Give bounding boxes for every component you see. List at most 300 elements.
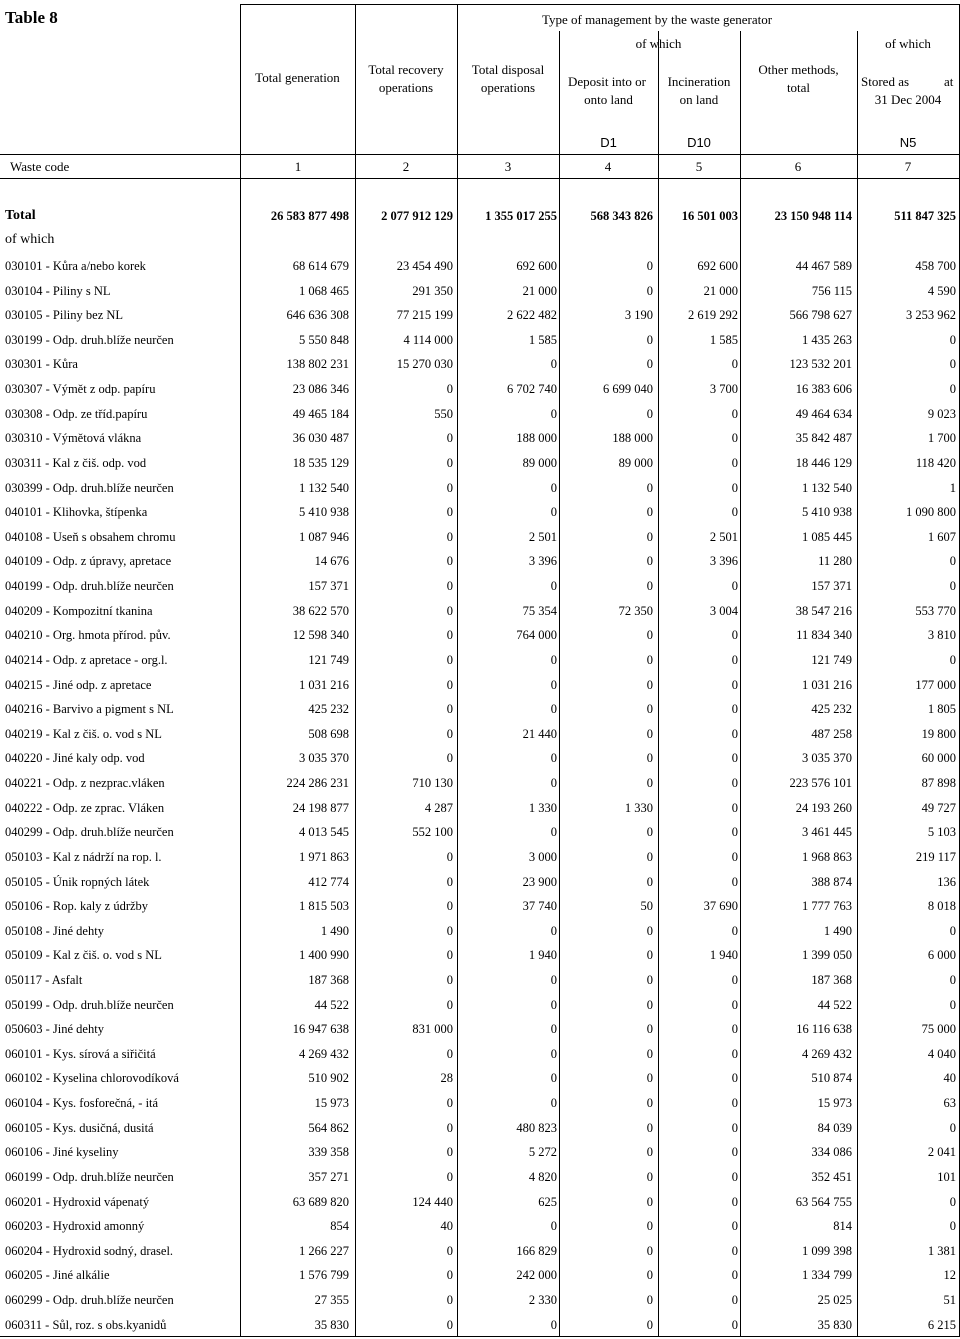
grid-line-top <box>240 4 960 5</box>
value-cell-col-1: 49 465 184 <box>292 407 349 421</box>
table-row <box>0 994 960 1018</box>
value-cell-col-6: 814 <box>833 1219 852 1233</box>
table-row <box>0 944 960 968</box>
value-cell-col-2: 0 <box>446 1047 453 1061</box>
value-cell-col-7: 3 810 <box>927 628 956 642</box>
table-row <box>0 1264 960 1288</box>
value-cell-col-3: 0 <box>550 678 557 692</box>
value-cell-col-4: 0 <box>646 998 653 1012</box>
waste-code-cell: 030105 - Piliny bez NL <box>5 308 124 322</box>
value-cell-col-6: 123 532 201 <box>789 357 852 371</box>
waste-code-cell: 030308 - Odp. ze tříd.papíru <box>5 407 148 421</box>
value-cell-col-5: 21 000 <box>703 284 738 298</box>
table-row <box>0 772 960 796</box>
value-cell-col-5: 0 <box>731 1047 738 1061</box>
value-cell-col-6: 11 834 340 <box>796 628 852 642</box>
value-cell-col-1: 357 271 <box>308 1170 349 1184</box>
value-cell-col-3: 6 702 740 <box>507 382 557 396</box>
value-cell-col-1: 1 132 540 <box>299 481 349 495</box>
table-row <box>0 452 960 476</box>
value-cell-col-6: 63 564 755 <box>795 1195 852 1209</box>
value-cell-col-6: 1 132 540 <box>802 481 852 495</box>
value-cell-col-6: 1 085 445 <box>802 530 852 544</box>
value-cell-col-2: 0 <box>446 875 453 889</box>
value-cell-col-2: 0 <box>446 1293 453 1307</box>
value-cell-col-2: 2 077 912 129 <box>381 209 453 223</box>
value-cell-col-2: 710 130 <box>412 776 453 790</box>
value-cell-col-5: 0 <box>731 1145 738 1159</box>
header-incineration-line2: on land <box>679 92 719 107</box>
header-total-disposal-line2: operations <box>480 80 536 95</box>
value-cell-col-4: 0 <box>646 481 653 495</box>
value-cell-col-3: 692 600 <box>516 259 557 273</box>
value-cell-col-7: 6 000 <box>927 948 956 962</box>
value-cell-col-4: 0 <box>646 948 653 962</box>
value-cell-col-4: 0 <box>646 727 653 741</box>
value-cell-col-6: 35 842 487 <box>795 431 852 445</box>
value-cell-col-1: 5 550 848 <box>299 333 349 347</box>
value-cell-col-1: 508 698 <box>308 727 349 741</box>
value-cell-col-2: 0 <box>446 431 453 445</box>
value-cell-col-6: 1 777 763 <box>802 899 852 913</box>
value-cell-col-2: 0 <box>446 1170 453 1184</box>
value-cell-col-2: 552 100 <box>412 825 453 839</box>
table-row <box>0 1067 960 1091</box>
header-code-d1: D1 <box>600 135 617 150</box>
value-cell-col-1: 24 198 877 <box>292 801 349 815</box>
value-cell-col-1: 4 269 432 <box>299 1047 349 1061</box>
value-cell-col-1: 26 583 877 498 <box>270 209 349 223</box>
header-deposit-line2: onto land <box>584 92 633 107</box>
value-cell-col-4: 0 <box>646 284 653 298</box>
value-cell-col-4: 0 <box>646 1318 653 1332</box>
value-cell-col-5: 2 501 <box>709 530 738 544</box>
value-cell-col-7: 3 253 962 <box>906 308 956 322</box>
waste-code-cell: 050106 - Rop. kaly z údržby <box>5 899 149 913</box>
table-row <box>0 1215 960 1239</box>
value-cell-col-3: 0 <box>550 1047 557 1061</box>
value-cell-col-7: 553 770 <box>915 604 956 618</box>
value-cell-col-7: 1 090 800 <box>906 505 956 519</box>
column-number: 4 <box>604 159 612 174</box>
value-cell-col-5: 0 <box>731 924 738 938</box>
value-cell-col-4: 0 <box>646 875 653 889</box>
table-row <box>0 353 960 377</box>
value-cell-col-7: 118 420 <box>915 456 956 470</box>
waste-code-cell: 040219 - Kal z čiš. o. vod s NL <box>5 727 162 741</box>
column-number: 2 <box>402 159 410 174</box>
value-cell-col-2: 0 <box>446 1318 453 1332</box>
value-cell-col-3: 166 829 <box>516 1244 557 1258</box>
value-cell-col-7: 0 <box>949 382 956 396</box>
value-cell-col-7: 0 <box>949 1219 956 1233</box>
value-cell-col-4: 0 <box>646 259 653 273</box>
value-cell-col-1: 646 636 308 <box>286 308 349 322</box>
waste-code-cell: 050108 - Jiné dehty <box>5 924 104 938</box>
table-row <box>0 895 960 919</box>
header-type-of-management: Type of management by the waste generator <box>541 12 773 27</box>
value-cell-col-2: 0 <box>446 899 453 913</box>
value-cell-col-6: 15 973 <box>817 1096 852 1110</box>
table-row <box>0 255 960 279</box>
waste-code-cell: 060204 - Hydroxid sodný, drasel. <box>5 1244 174 1258</box>
table-row <box>0 969 960 993</box>
value-cell-col-1: 38 622 570 <box>292 604 349 618</box>
waste-code-cell: 040220 - Jiné kaly odp. vod <box>5 751 145 765</box>
header-total-recovery-line1: Total recovery <box>368 62 444 77</box>
value-cell-col-4: 0 <box>646 1047 653 1061</box>
value-cell-col-7: 6 215 <box>927 1318 956 1332</box>
waste-code-cell: 040210 - Org. hmota přírod. pův. <box>5 628 171 642</box>
value-cell-col-4: 1 330 <box>624 801 653 815</box>
value-cell-col-2: 0 <box>446 653 453 667</box>
value-cell-col-4: 72 350 <box>618 604 653 618</box>
value-cell-col-2: 15 270 030 <box>396 357 453 371</box>
value-cell-col-7: 75 000 <box>921 1022 956 1036</box>
value-cell-col-6: 1 968 863 <box>802 850 852 864</box>
value-cell-col-7: 4 590 <box>927 284 956 298</box>
value-cell-col-6: 3 461 445 <box>802 825 852 839</box>
value-cell-col-1: 36 030 487 <box>292 431 349 445</box>
header-stored-at: at <box>944 74 954 89</box>
value-cell-col-4: 0 <box>646 333 653 347</box>
value-cell-col-6: 352 451 <box>811 1170 852 1184</box>
value-cell-col-1: 14 676 <box>314 554 349 568</box>
value-cell-col-1: 138 802 231 <box>286 357 349 371</box>
value-cell-col-5: 1 940 <box>709 948 738 962</box>
waste-code-cell: 060101 - Kys. sírová a siřičitá <box>5 1047 156 1061</box>
value-cell-col-1: 1 031 216 <box>299 678 349 692</box>
value-cell-col-5: 692 600 <box>697 259 738 273</box>
value-cell-col-7: 0 <box>949 653 956 667</box>
table-row <box>0 797 960 821</box>
waste-code-cell: 030311 - Kal z čiš. odp. vod <box>5 456 147 470</box>
value-cell-col-5: 0 <box>731 579 738 593</box>
value-cell-col-1: 564 862 <box>308 1121 349 1135</box>
value-cell-col-2: 0 <box>446 973 453 987</box>
value-cell-col-1: 1 087 946 <box>299 530 349 544</box>
waste-code-cell: 050199 - Odp. druh.blíže neurčen <box>5 998 174 1012</box>
value-cell-col-3: 480 823 <box>516 1121 557 1135</box>
value-cell-col-7: 0 <box>949 1121 956 1135</box>
value-cell-col-4: 0 <box>646 850 653 864</box>
value-cell-col-5: 3 004 <box>709 604 738 618</box>
value-cell-col-2: 0 <box>446 628 453 642</box>
value-cell-col-3: 242 000 <box>516 1268 557 1282</box>
table-row <box>0 1043 960 1067</box>
header-stored-line1: Stored as <box>861 74 910 89</box>
value-cell-col-4: 0 <box>646 924 653 938</box>
value-cell-col-6: 1 031 216 <box>802 678 852 692</box>
value-cell-col-5: 0 <box>731 776 738 790</box>
waste-code-cell: 060106 - Jiné kyseliny <box>5 1145 119 1159</box>
value-cell-col-3: 23 900 <box>522 875 557 889</box>
value-cell-col-4: 3 190 <box>624 308 653 322</box>
value-cell-col-2: 77 215 199 <box>396 308 453 322</box>
value-cell-col-4: 0 <box>646 554 653 568</box>
value-cell-col-4: 0 <box>646 1293 653 1307</box>
value-cell-col-5: 0 <box>731 998 738 1012</box>
column-number: 3 <box>504 159 512 174</box>
value-cell-col-3: 764 000 <box>516 628 557 642</box>
value-cell-col-7: 1 805 <box>927 702 956 716</box>
waste-code-cell: 040108 - Useň s obsahem chromu <box>5 530 176 544</box>
value-cell-col-7: 1 <box>949 481 956 495</box>
column-number: 1 <box>294 159 302 174</box>
value-cell-col-3: 0 <box>550 407 557 421</box>
value-cell-col-3: 0 <box>550 481 557 495</box>
value-cell-col-4: 0 <box>646 628 653 642</box>
table-row <box>0 600 960 624</box>
value-cell-col-2: 40 <box>440 1219 453 1233</box>
value-cell-col-6: 84 039 <box>817 1121 852 1135</box>
value-cell-col-6: 49 464 634 <box>795 407 852 421</box>
value-cell-col-1: 854 <box>330 1219 349 1233</box>
value-cell-col-2: 291 350 <box>412 284 453 298</box>
waste-code-cell: 040221 - Odp. z nezprac.vláken <box>5 776 165 790</box>
value-cell-col-2: 0 <box>446 604 453 618</box>
value-cell-col-5: 0 <box>731 850 738 864</box>
table-row <box>0 674 960 698</box>
value-cell-col-7: 19 800 <box>921 727 956 741</box>
value-cell-col-4: 0 <box>646 579 653 593</box>
waste-code-cell: 050603 - Jiné dehty <box>5 1022 104 1036</box>
waste-code-cell: 030101 - Kůra a/nebo korek <box>5 259 146 273</box>
value-cell-col-6: 5 410 938 <box>802 505 852 519</box>
waste-code-cell: 030104 - Piliny s NL <box>5 284 111 298</box>
value-cell-col-1: 1 971 863 <box>299 850 349 864</box>
table-row <box>0 403 960 427</box>
waste-code-cell: 040216 - Barvivo a pigment s NL <box>5 702 174 716</box>
value-cell-col-7: 0 <box>949 579 956 593</box>
table-row <box>0 1141 960 1165</box>
value-cell-col-3: 0 <box>550 1071 557 1085</box>
value-cell-col-6: 510 874 <box>811 1071 852 1085</box>
waste-code-cell: 050109 - Kal z čiš. o. vod s NL <box>5 948 162 962</box>
waste-code-cell: 050105 - Únik ropných látek <box>5 875 150 889</box>
value-cell-col-2: 0 <box>446 702 453 716</box>
value-cell-col-7: 219 117 <box>915 850 956 864</box>
value-cell-col-5: 0 <box>731 456 738 470</box>
value-cell-col-3: 3 000 <box>528 850 557 864</box>
waste-code-cell: 040215 - Jiné odp. z apretace <box>5 678 152 692</box>
value-cell-col-4: 188 000 <box>612 431 653 445</box>
table-row <box>0 1289 960 1313</box>
value-cell-col-4: 0 <box>646 407 653 421</box>
value-cell-col-4: 0 <box>646 678 653 692</box>
value-cell-col-5: 0 <box>731 1268 738 1282</box>
value-cell-col-3: 4 820 <box>528 1170 557 1184</box>
value-cell-col-4: 0 <box>646 653 653 667</box>
header-of-which-left: of which <box>635 36 682 51</box>
value-cell-col-3: 2 501 <box>528 530 557 544</box>
waste-code-cell: 030301 - Kůra <box>5 357 78 371</box>
waste-code-cell: 050103 - Kal z nádrží na rop. l. <box>5 850 162 864</box>
value-cell-col-3: 0 <box>550 825 557 839</box>
value-cell-col-3: 1 355 017 255 <box>485 209 557 223</box>
value-cell-col-7: 8 018 <box>927 899 956 913</box>
table-row <box>0 698 960 722</box>
total-label: Total <box>5 208 36 223</box>
waste-code-cell: 060201 - Hydroxid vápenatý <box>5 1195 150 1209</box>
column-number: 5 <box>695 159 703 174</box>
value-cell-col-5: 3 396 <box>709 554 738 568</box>
value-cell-col-4: 0 <box>646 702 653 716</box>
column-number: 7 <box>904 159 912 174</box>
value-cell-col-5: 2 619 292 <box>688 308 738 322</box>
table-title: Table 8 <box>5 8 58 27</box>
table-row <box>0 1092 960 1116</box>
value-cell-col-7: 0 <box>949 554 956 568</box>
value-cell-col-2: 28 <box>440 1071 453 1085</box>
waste-code-cell: 060203 - Hydroxid amonný <box>5 1219 145 1233</box>
value-cell-col-3: 37 740 <box>522 899 557 913</box>
of-which-label: of which <box>5 232 55 247</box>
table-row <box>0 871 960 895</box>
value-cell-col-6: 487 258 <box>811 727 852 741</box>
table-row <box>0 427 960 451</box>
value-cell-col-6: 334 086 <box>811 1145 852 1159</box>
header-stored-line2: 31 Dec 2004 <box>874 92 942 107</box>
waste-code-cell: 030307 - Výmět z odp. papíru <box>5 382 156 396</box>
value-cell-col-3: 0 <box>550 1318 557 1332</box>
value-cell-col-1: 121 749 <box>308 653 349 667</box>
value-cell-col-2: 0 <box>446 850 453 864</box>
value-cell-col-7: 458 700 <box>915 259 956 273</box>
value-cell-col-4: 0 <box>646 1096 653 1110</box>
header-code-d10: D10 <box>687 135 711 150</box>
value-cell-col-7: 1 700 <box>927 431 956 445</box>
value-cell-col-5: 0 <box>731 973 738 987</box>
value-cell-col-1: 68 614 679 <box>292 259 349 273</box>
table-row <box>0 526 960 550</box>
value-cell-col-5: 0 <box>731 357 738 371</box>
value-cell-col-5: 0 <box>731 1071 738 1085</box>
value-cell-col-2: 0 <box>446 924 453 938</box>
waste-code-cell: 040209 - Kompozitní tkanina <box>5 604 153 618</box>
waste-code-cell: 060199 - Odp. druh.blíže neurčen <box>5 1170 174 1184</box>
value-cell-col-1: 35 830 <box>314 1318 349 1332</box>
value-cell-col-6: 44 522 <box>817 998 852 1012</box>
value-cell-col-7: 0 <box>949 998 956 1012</box>
waste-code-cell: 060205 - Jiné alkálie <box>5 1268 110 1282</box>
value-cell-col-2: 0 <box>446 554 453 568</box>
value-cell-col-3: 21 440 <box>522 727 557 741</box>
value-cell-col-2: 0 <box>446 1096 453 1110</box>
value-cell-col-6: 25 025 <box>817 1293 852 1307</box>
value-cell-col-5: 0 <box>731 702 738 716</box>
value-cell-col-5: 0 <box>731 505 738 519</box>
column-number: 6 <box>794 159 802 174</box>
value-cell-col-2: 0 <box>446 505 453 519</box>
table-row <box>0 649 960 673</box>
value-cell-col-3: 0 <box>550 579 557 593</box>
value-cell-col-5: 0 <box>731 1096 738 1110</box>
value-cell-col-6: 3 035 370 <box>802 751 852 765</box>
value-cell-col-6: 1 399 050 <box>802 948 852 962</box>
table-row <box>0 304 960 328</box>
value-cell-col-2: 23 454 490 <box>396 259 453 273</box>
value-cell-col-4: 0 <box>646 1195 653 1209</box>
value-cell-col-3: 0 <box>550 702 557 716</box>
value-cell-col-3: 5 272 <box>528 1145 557 1159</box>
value-cell-col-1: 339 358 <box>308 1145 349 1159</box>
table-row <box>0 624 960 648</box>
value-cell-col-3: 2 330 <box>528 1293 557 1307</box>
value-cell-col-6: 38 547 216 <box>795 604 852 618</box>
value-cell-col-1: 1 815 503 <box>299 899 349 913</box>
value-cell-col-7: 1 381 <box>927 1244 956 1258</box>
table-row <box>0 575 960 599</box>
value-cell-col-2: 0 <box>446 382 453 396</box>
value-cell-col-1: 510 902 <box>308 1071 349 1085</box>
value-cell-col-3: 0 <box>550 776 557 790</box>
table-row <box>0 747 960 771</box>
value-cell-col-4: 0 <box>646 1145 653 1159</box>
table-row <box>0 723 960 747</box>
value-cell-col-5: 0 <box>731 431 738 445</box>
table-row <box>0 1240 960 1264</box>
value-cell-col-1: 23 086 346 <box>292 382 349 396</box>
value-cell-col-1: 16 947 638 <box>292 1022 349 1036</box>
table-row <box>0 477 960 501</box>
value-cell-col-4: 0 <box>646 1268 653 1282</box>
waste-code-cell: 030399 - Odp. druh.blíže neurčen <box>5 481 174 495</box>
value-cell-col-6: 4 269 432 <box>802 1047 852 1061</box>
header-incineration-line1: Incineration <box>667 74 731 89</box>
value-cell-col-5: 0 <box>731 628 738 642</box>
value-cell-col-2: 0 <box>446 948 453 962</box>
value-cell-col-2: 0 <box>446 481 453 495</box>
value-cell-col-5: 0 <box>731 727 738 741</box>
value-cell-col-4: 89 000 <box>618 456 653 470</box>
value-cell-col-3: 0 <box>550 973 557 987</box>
header-total-disposal-line1: Total disposal <box>471 62 545 77</box>
value-cell-col-1: 412 774 <box>308 875 349 889</box>
value-cell-col-4: 6 699 040 <box>603 382 653 396</box>
waste-code-cell: 050117 - Asfalt <box>5 973 83 987</box>
waste-code-cell: 040299 - Odp. druh.blíže neurčen <box>5 825 174 839</box>
value-cell-col-7: 49 727 <box>921 801 956 815</box>
value-cell-col-5: 0 <box>731 825 738 839</box>
waste-code-cell: 040222 - Odp. ze zprac. Vláken <box>5 801 165 815</box>
value-cell-col-2: 4 114 000 <box>403 333 453 347</box>
value-cell-col-5: 0 <box>731 1195 738 1209</box>
value-cell-col-1: 12 598 340 <box>292 628 349 642</box>
value-cell-col-6: 187 368 <box>811 973 852 987</box>
value-cell-col-7: 0 <box>949 357 956 371</box>
value-cell-col-5: 16 501 003 <box>681 209 738 223</box>
value-cell-col-6: 11 280 <box>818 554 852 568</box>
value-cell-col-7: 0 <box>949 333 956 347</box>
value-cell-col-3: 0 <box>550 1096 557 1110</box>
table-row <box>0 501 960 525</box>
waste-code-cell: 030199 - Odp. druh.blíže neurčen <box>5 333 174 347</box>
value-cell-col-5: 0 <box>731 481 738 495</box>
value-cell-col-6: 756 115 <box>811 284 852 298</box>
value-cell-col-2: 0 <box>446 998 453 1012</box>
value-cell-col-7: 0 <box>949 924 956 938</box>
value-cell-col-5: 0 <box>731 875 738 889</box>
value-cell-col-2: 0 <box>446 1244 453 1258</box>
table-row <box>0 1117 960 1141</box>
value-cell-col-4: 0 <box>646 776 653 790</box>
value-cell-col-7: 87 898 <box>921 776 956 790</box>
value-cell-col-4: 0 <box>646 973 653 987</box>
value-cell-col-7: 136 <box>937 875 956 889</box>
value-cell-col-2: 124 440 <box>412 1195 453 1209</box>
value-cell-col-3: 21 000 <box>522 284 557 298</box>
